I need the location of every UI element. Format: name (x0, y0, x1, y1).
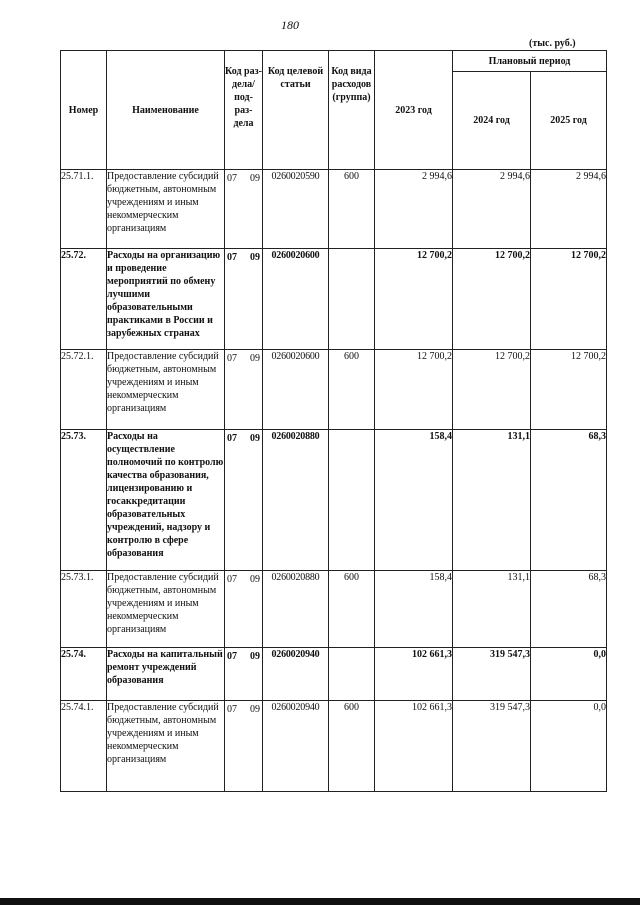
row-subsection-code: 09 (250, 353, 260, 364)
row-2025: 12 700,2 (531, 249, 607, 350)
header-name: Наименование (107, 51, 225, 170)
row-2024: 319 547,3 (453, 648, 531, 701)
row-name: Расходы на организацию и проведение мероприятий по обмену лучшими образовательными практиками в России и зарубежных странах (107, 249, 225, 350)
header-target: Код целевой статьи (263, 51, 329, 170)
header-2023: 2023 год (375, 51, 453, 170)
table-row (61, 170, 607, 249)
row-section-code: 07 (227, 433, 237, 444)
row-2023: 102 661,3 (375, 701, 453, 792)
table-row (61, 648, 607, 701)
header-section: Код раз- дела/ под- раз- дела (225, 51, 263, 170)
row-expense-type: 600 (329, 350, 375, 430)
row-2024: 12 700,2 (453, 249, 531, 350)
row-2024: 131,1 (453, 430, 531, 571)
row-expense-type: 600 (329, 170, 375, 249)
header-number: Номер (61, 51, 107, 170)
row-section (225, 249, 263, 350)
row-2024: 131,1 (453, 571, 531, 648)
row-number: 25.73.1. (61, 571, 107, 648)
row-subsection-code: 09 (250, 433, 260, 444)
row-target: 0260020590 (263, 170, 329, 249)
row-2023: 2 994,6 (375, 170, 453, 249)
row-2023: 12 700,2 (375, 350, 453, 430)
row-name: Предоставление субсидий бюджетным, автономным учреждениям и иным некоммерческим организациям (107, 701, 225, 792)
row-section-code: 07 (227, 574, 237, 585)
row-expense-type: 600 (329, 571, 375, 648)
row-section (225, 701, 263, 792)
row-number: 25.71.1. (61, 170, 107, 249)
row-expense-type (329, 430, 375, 571)
row-subsection-code: 09 (250, 704, 260, 715)
row-target: 0260020880 (263, 571, 329, 648)
row-name: Предоставление субсидий бюджетным, автономным учреждениям и иным некоммерческим организациям (107, 350, 225, 430)
row-2024: 12 700,2 (453, 350, 531, 430)
row-2025: 12 700,2 (531, 350, 607, 430)
table-row (61, 430, 607, 571)
row-section (225, 430, 263, 571)
row-2024: 2 994,6 (453, 170, 531, 249)
row-name: Предоставление субсидий бюджетным, автономным учреждениям и иным некоммерческим организациям (107, 571, 225, 648)
header-2024: 2024 год (453, 72, 531, 170)
row-section-code: 07 (227, 173, 237, 184)
table-row (61, 571, 607, 648)
row-section (225, 350, 263, 430)
row-name: Расходы на осуществление полномочий по контролю качества образования, лицензированию и госаккредитации образовательных учреждений, надзору и контролю в сфере образования (107, 430, 225, 571)
row-2023: 158,4 (375, 571, 453, 648)
row-2024: 319 547,3 (453, 701, 531, 792)
bottom-scan-edge (0, 898, 640, 905)
row-target: 0260020940 (263, 701, 329, 792)
table-row (61, 701, 607, 792)
row-number: 25.74. (61, 648, 107, 701)
row-target: 0260020600 (263, 350, 329, 430)
row-section (225, 571, 263, 648)
row-name: Предоставление субсидий бюджетным, автономным учреждениям и иным некоммерческим организациям (107, 170, 225, 249)
row-section (225, 648, 263, 701)
row-expense-type: 600 (329, 701, 375, 792)
row-name: Расходы на капитальный ремонт учреждений образования (107, 648, 225, 701)
row-subsection-code: 09 (250, 173, 260, 184)
row-2025: 68,3 (531, 430, 607, 571)
row-expense-type (329, 249, 375, 350)
row-number: 25.72.1. (61, 350, 107, 430)
row-2023: 158,4 (375, 430, 453, 571)
row-2025: 0,0 (531, 701, 607, 792)
header-planned-period: Плановый период (453, 51, 607, 72)
units-label: (тыс. руб.) (529, 38, 576, 49)
row-section-code: 07 (227, 252, 237, 263)
row-number: 25.73. (61, 430, 107, 571)
table-row (61, 350, 607, 430)
table-row (61, 249, 607, 350)
row-number: 25.74.1. (61, 701, 107, 792)
row-2023: 12 700,2 (375, 249, 453, 350)
row-section-code: 07 (227, 704, 237, 715)
row-target: 0260020940 (263, 648, 329, 701)
row-2023: 102 661,3 (375, 648, 453, 701)
row-target: 0260020600 (263, 249, 329, 350)
header-2025: 2025 год (531, 72, 607, 170)
row-subsection-code: 09 (250, 651, 260, 662)
row-section-code: 07 (227, 651, 237, 662)
row-section-code: 07 (227, 353, 237, 364)
header-expense-type: Код вида расходов (группа) (329, 51, 375, 170)
page-number: 180 (281, 18, 299, 32)
row-expense-type (329, 648, 375, 701)
row-2025: 2 994,6 (531, 170, 607, 249)
row-subsection-code: 09 (250, 574, 260, 585)
row-target: 0260020880 (263, 430, 329, 571)
row-section (225, 170, 263, 249)
row-subsection-code: 09 (250, 252, 260, 263)
row-2025: 68,3 (531, 571, 607, 648)
budget-table (60, 50, 607, 792)
row-number: 25.72. (61, 249, 107, 350)
row-2025: 0,0 (531, 648, 607, 701)
